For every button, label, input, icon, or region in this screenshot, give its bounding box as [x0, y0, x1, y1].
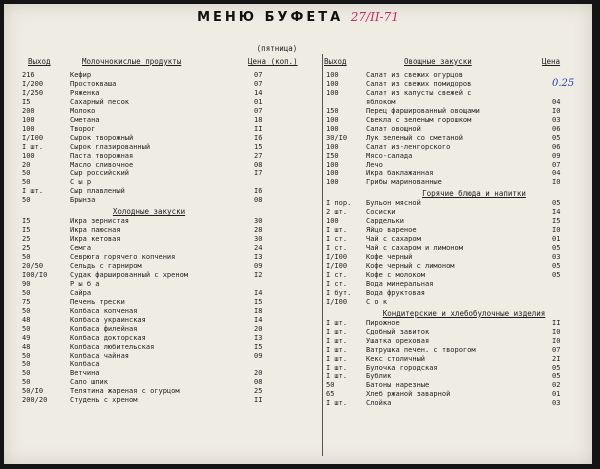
item-price: I4 — [254, 288, 263, 297]
menu-row — [326, 244, 588, 252]
menu-row — [22, 116, 318, 124]
item-output: I/200 — [22, 79, 44, 88]
item-name: Сыр плавленый — [70, 187, 125, 196]
item-price: I7 — [254, 169, 263, 178]
item-price: I8 — [254, 306, 263, 315]
item-price: 06 — [552, 142, 561, 151]
item-price: 02 — [552, 381, 561, 390]
item-price: I5 — [254, 297, 263, 306]
menu-row — [326, 89, 588, 97]
menu-row — [22, 71, 318, 79]
menu-row — [326, 328, 588, 336]
item-output: I ст. — [326, 279, 348, 288]
item-output: I бут. — [326, 288, 352, 297]
item-name: яблоком — [366, 97, 396, 106]
item-price: 01 — [254, 97, 263, 106]
item-output: 50 — [22, 351, 31, 360]
item-output: 100 — [326, 88, 339, 97]
menu-row — [326, 271, 588, 279]
menu-row — [326, 178, 588, 186]
item-output: I/I00 — [22, 133, 44, 142]
section-title-hot: Горячие блюда и напитки — [422, 189, 526, 199]
item-output: I50 — [326, 151, 339, 160]
item-output: 216 — [22, 71, 35, 79]
item-name: Яйцо вареное — [366, 226, 417, 235]
item-output: 20 — [22, 160, 31, 169]
menu-row — [326, 289, 588, 297]
item-price: 30 — [254, 217, 263, 226]
menu-row — [326, 280, 588, 288]
menu-row — [326, 319, 588, 327]
menu-row — [22, 289, 318, 297]
item-name: Батоны нарезные — [366, 381, 430, 390]
menu-row — [326, 125, 588, 133]
menu-title — [4, 10, 592, 25]
item-price: I6 — [254, 187, 263, 196]
item-price: I6 — [254, 133, 263, 142]
menu-row — [326, 355, 588, 363]
item-name: Сметана — [70, 115, 100, 124]
item-output: I ст. — [326, 244, 348, 253]
item-name: Грибы маринованные — [366, 178, 442, 187]
item-price: I5 — [254, 342, 263, 351]
item-price: 03 — [552, 399, 561, 408]
menu-row — [326, 364, 588, 372]
item-output: 100 — [326, 217, 339, 226]
item-name: Колбаса копченая — [70, 306, 138, 315]
item-name: Сдобный завиток — [366, 327, 430, 336]
item-output: I00/I0 — [22, 270, 48, 279]
right-header-out: Выход — [324, 57, 347, 66]
left-header-price: Цена (коп.) — [248, 57, 298, 66]
item-price: 05 — [552, 262, 561, 270]
item-name: Салат из капусты свежей с — [366, 88, 472, 97]
item-price: 05 — [552, 363, 561, 372]
item-output: I шт. — [326, 226, 348, 235]
menu-row — [326, 346, 588, 354]
item-name: Бульон мясной — [366, 199, 421, 208]
item-name: Лечо — [366, 160, 383, 169]
menu-row — [22, 271, 318, 279]
item-output: I шт. — [326, 318, 348, 327]
item-output: 100 — [326, 142, 339, 151]
item-name: Телятина жареная с огурцом — [70, 387, 180, 396]
item-output: 100 — [326, 71, 339, 79]
item-name: Творог — [70, 124, 96, 133]
item-output: 150 — [326, 106, 339, 115]
item-output: I шт. — [326, 327, 348, 336]
item-name: Кефир — [70, 71, 92, 79]
item-price: 07 — [254, 71, 263, 79]
item-output: 30/I0 — [326, 133, 348, 142]
menu-row — [326, 107, 588, 115]
item-output: I5 — [22, 217, 31, 226]
item-price: 20 — [254, 324, 263, 333]
item-price: 03 — [552, 253, 561, 262]
item-name: Чай с сахаром — [366, 235, 421, 244]
item-price: 01 — [552, 235, 561, 244]
item-price: 09 — [254, 262, 263, 270]
item-name: Салат из-ленгорского — [366, 142, 451, 151]
menu-row — [22, 169, 318, 177]
item-name: Кекс столичный — [366, 354, 426, 363]
item-output: I шт. — [22, 142, 44, 151]
item-price: 01 — [552, 390, 561, 399]
item-name: Перец фаршированный овощами — [366, 106, 480, 115]
item-price: 20 — [254, 369, 263, 378]
menu-row — [22, 125, 318, 133]
menu-row — [326, 71, 588, 79]
item-output: I ст. — [326, 235, 348, 244]
item-output: 25 — [22, 235, 31, 244]
item-output: 25 — [22, 244, 31, 253]
item-output: 100 — [22, 124, 35, 133]
item-name: Студень с хреном — [70, 396, 138, 405]
item-name: С о к — [366, 297, 388, 306]
item-name: Молоко — [70, 106, 96, 115]
menu-row — [22, 235, 318, 243]
item-price: I3 — [254, 253, 263, 262]
menu-row — [22, 360, 318, 368]
item-name: Салат овощной — [366, 124, 421, 133]
item-price: 05 — [552, 244, 561, 253]
item-price: 05 — [552, 372, 561, 381]
item-output: I/I00 — [326, 297, 348, 306]
item-name: Кофе черный — [366, 253, 413, 262]
item-name: Вода фруктовая — [366, 288, 426, 297]
item-output: I пор. — [326, 199, 352, 208]
item-price: 03 — [552, 115, 561, 124]
menu-row — [22, 343, 318, 351]
item-name: Сельдь с гарниром — [70, 262, 142, 270]
item-output: I шт. — [326, 399, 348, 408]
item-output: 50 — [22, 324, 31, 333]
item-output: 50/I0 — [22, 387, 44, 396]
item-name: Ветчина — [70, 369, 100, 378]
item-name: Хлеб ржаной заварной — [366, 390, 451, 399]
item-name: Судак фаршированный с хреном — [70, 270, 189, 279]
item-output: 50 — [22, 306, 31, 315]
menu-row — [326, 226, 588, 234]
item-name: Сырок глазированный — [70, 142, 151, 151]
item-price: I4 — [552, 208, 561, 217]
menu-row — [22, 378, 318, 386]
item-output: I5 — [22, 226, 31, 235]
item-name: Чай с сахаром и лимоном — [366, 244, 463, 253]
item-price: 18 — [254, 115, 263, 124]
item-name: Семга — [70, 244, 92, 253]
menu-row — [326, 98, 588, 106]
item-name: Паста творожная — [70, 151, 134, 160]
item-price: 08 — [254, 196, 263, 205]
menu-row — [22, 316, 318, 324]
item-price: 08 — [254, 160, 263, 169]
menu-row — [22, 396, 318, 404]
item-price: 07 — [552, 160, 561, 169]
item-name: С ы р — [70, 178, 92, 187]
item-name: Салат из свежих помидоров — [366, 79, 472, 88]
item-price: 30 — [254, 235, 263, 244]
right-header-price: Цена — [542, 57, 561, 66]
item-price: 07 — [552, 345, 561, 354]
item-name: Колбаса любительская — [70, 342, 155, 351]
item-output: I шт. — [326, 372, 348, 381]
menu-row — [326, 298, 588, 306]
item-price: 04 — [552, 169, 561, 178]
item-name: Севрюга горячего копчения — [70, 253, 176, 262]
item-price: I2 — [254, 270, 263, 279]
item-name: Брынза — [70, 196, 96, 205]
item-output: I/I00 — [326, 262, 348, 270]
menu-row — [326, 399, 588, 407]
handwritten-price: 0.25 — [552, 78, 575, 89]
item-price: II — [552, 318, 561, 327]
item-output: 100 — [326, 124, 339, 133]
menu-row — [22, 352, 318, 360]
menu-row — [326, 116, 588, 124]
menu-row — [326, 169, 588, 177]
item-output: I/250 — [22, 88, 44, 97]
item-price: 08 — [254, 378, 263, 387]
item-output: 50 — [22, 178, 31, 187]
item-name: Пирожное — [366, 318, 400, 327]
menu-row — [22, 161, 318, 169]
menu-row — [22, 262, 318, 270]
item-price: I0 — [552, 106, 561, 115]
item-output: I шт. — [326, 354, 348, 363]
item-name: Сардельки — [366, 217, 404, 226]
menu-row — [326, 381, 588, 389]
item-name: Сало шпик — [70, 378, 108, 387]
item-name: Р ы б а — [70, 279, 100, 288]
menu-row — [326, 253, 588, 261]
item-price: 09 — [552, 151, 561, 160]
item-name: Лук зеленый со сметаной — [366, 133, 463, 142]
menu-title-printed: МЕНЮ БУФЕТА — [197, 10, 344, 25]
item-output: 50 — [22, 360, 31, 369]
item-output: I шт. — [326, 345, 348, 354]
menu-row — [22, 280, 318, 288]
item-output: 50 — [22, 169, 31, 178]
item-output: 100 — [326, 115, 339, 124]
item-price: I0 — [552, 226, 561, 235]
menu-row — [22, 80, 318, 88]
item-price: 09 — [254, 351, 263, 360]
menu-row — [22, 107, 318, 115]
item-output: 100 — [326, 169, 339, 178]
item-output: I5 — [22, 97, 31, 106]
item-name: Салат из свежих огурцов — [366, 71, 463, 79]
item-output: 65 — [326, 390, 335, 399]
item-output: I/I00 — [326, 253, 348, 262]
item-price: I0 — [552, 336, 561, 345]
menu-row — [22, 334, 318, 342]
menu-row — [326, 372, 588, 380]
item-name: Ряженка — [70, 88, 100, 97]
item-name: Свекла с зеленым горошком — [366, 115, 472, 124]
left-header-out: Выход — [28, 57, 51, 66]
item-output: 48 — [22, 342, 31, 351]
section-title-cold: Холодные закуски — [112, 207, 186, 217]
left-header-name: Молочнокислые продукты — [82, 57, 182, 66]
item-output: I шт. — [326, 336, 348, 345]
item-price: I0 — [552, 327, 561, 336]
item-output: 48 — [22, 315, 31, 324]
item-name: Сахарный песок — [70, 97, 130, 106]
item-name: Мясо-салада — [366, 151, 413, 160]
menu-row — [326, 143, 588, 151]
item-output: 50 — [22, 253, 31, 262]
column-divider — [322, 54, 323, 456]
day-label: (пятница) — [256, 44, 298, 53]
item-price: 2I — [552, 354, 561, 363]
item-name: Масло сливочное — [70, 160, 134, 169]
item-output: I шт. — [22, 187, 44, 196]
menu-row — [326, 199, 588, 207]
item-price: 25 — [254, 387, 263, 396]
item-output: I шт. — [326, 363, 348, 372]
item-name: Печень трески — [70, 297, 125, 306]
item-price: 14 — [254, 88, 263, 97]
menu-row — [22, 217, 318, 225]
menu-row — [22, 244, 318, 252]
item-name: Колбаса — [70, 360, 100, 369]
item-name: Сырок творожный — [70, 133, 134, 142]
item-name: Бублик — [366, 372, 392, 381]
item-name: Колбаса украинская — [70, 315, 146, 324]
item-output: 75 — [22, 297, 31, 306]
item-output: 50 — [22, 196, 31, 205]
item-output: 100 — [326, 178, 339, 187]
menu-row — [22, 143, 318, 151]
item-price: I3 — [254, 333, 263, 342]
item-name: Колбаса филейная — [70, 324, 138, 333]
item-name: Вода минеральная — [366, 279, 434, 288]
item-name: Ушатка ореховая — [366, 336, 430, 345]
menu-row — [326, 262, 588, 270]
item-output: 90 — [22, 279, 31, 288]
section-title-pastry: Кондитерские и хлебобулочные изделия — [382, 308, 546, 318]
menu-row — [326, 337, 588, 345]
item-name: Сыр российский — [70, 169, 130, 178]
item-price: 07 — [254, 79, 263, 88]
menu-row — [326, 390, 588, 398]
menu-row — [22, 307, 318, 315]
item-price: 06 — [552, 124, 561, 133]
item-output: 100 — [22, 151, 35, 160]
item-output: 200/20 — [22, 396, 48, 405]
item-price: 04 — [552, 97, 561, 106]
item-price: II — [254, 396, 263, 405]
item-output: 100 — [326, 79, 339, 88]
item-price: II — [254, 124, 263, 133]
item-name: Простокваша — [70, 79, 117, 88]
item-price: 15 — [254, 142, 263, 151]
item-name: Колбаса чайная — [70, 351, 130, 360]
menu-row — [22, 187, 318, 195]
item-output: I ст. — [326, 270, 348, 279]
item-output: 100 — [326, 160, 339, 169]
item-name: Икра зернистая — [70, 217, 130, 226]
item-price: I0 — [552, 178, 561, 187]
menu-row — [22, 226, 318, 234]
item-price: 05 — [552, 270, 561, 279]
item-name: Икра паюсная — [70, 226, 121, 235]
item-price: 24 — [254, 244, 263, 253]
item-name: Булочка городская — [366, 363, 438, 372]
item-name: Сайра — [70, 288, 92, 297]
menu-row — [22, 98, 318, 106]
right-header-name: Овощные закуски — [404, 57, 472, 66]
item-output: 100 — [22, 115, 35, 124]
menu-row — [22, 134, 318, 142]
item-name: Икра баклажанная — [366, 169, 434, 178]
item-price: 05 — [552, 199, 561, 208]
menu-row — [326, 80, 588, 88]
menu-row — [22, 325, 318, 333]
menu-row — [326, 152, 588, 160]
item-price: 07 — [254, 106, 263, 115]
menu-row — [22, 387, 318, 395]
item-output: 50 — [22, 378, 31, 387]
item-output: 50 — [326, 381, 335, 390]
item-name: Слойка — [366, 399, 392, 408]
menu-row — [22, 253, 318, 261]
menu-row — [22, 369, 318, 377]
menu-row — [22, 89, 318, 97]
menu-sheet — [4, 4, 592, 464]
item-price: I5 — [552, 217, 561, 226]
item-output: 50 — [22, 369, 31, 378]
item-price: 05 — [552, 133, 561, 142]
item-price: 27 — [254, 151, 263, 160]
item-output: 2 шт. — [326, 208, 348, 217]
menu-row — [326, 235, 588, 243]
menu-row — [22, 178, 318, 186]
menu-row — [326, 217, 588, 225]
menu-row — [22, 298, 318, 306]
handwritten-date: 27/II-71 — [350, 10, 399, 24]
menu-row — [326, 208, 588, 216]
item-name: Икра кетовая — [70, 235, 121, 244]
menu-row — [326, 134, 588, 142]
item-price: 28 — [254, 226, 263, 235]
item-output: 49 — [22, 333, 31, 342]
item-name: Ватрушка печен. с творогом — [366, 345, 476, 354]
item-price: I4 — [254, 315, 263, 324]
item-name: Колбаса докторская — [70, 333, 146, 342]
item-name: Кофе черный с лимоном — [366, 262, 455, 270]
item-output: 50 — [22, 288, 31, 297]
item-name: Кофе с молоком — [366, 270, 426, 279]
menu-row — [22, 196, 318, 204]
item-output: 200 — [22, 106, 35, 115]
item-output: 20/50 — [22, 262, 44, 270]
item-name: Сосиски — [366, 208, 396, 217]
menu-row — [326, 161, 588, 169]
menu-row — [22, 152, 318, 160]
